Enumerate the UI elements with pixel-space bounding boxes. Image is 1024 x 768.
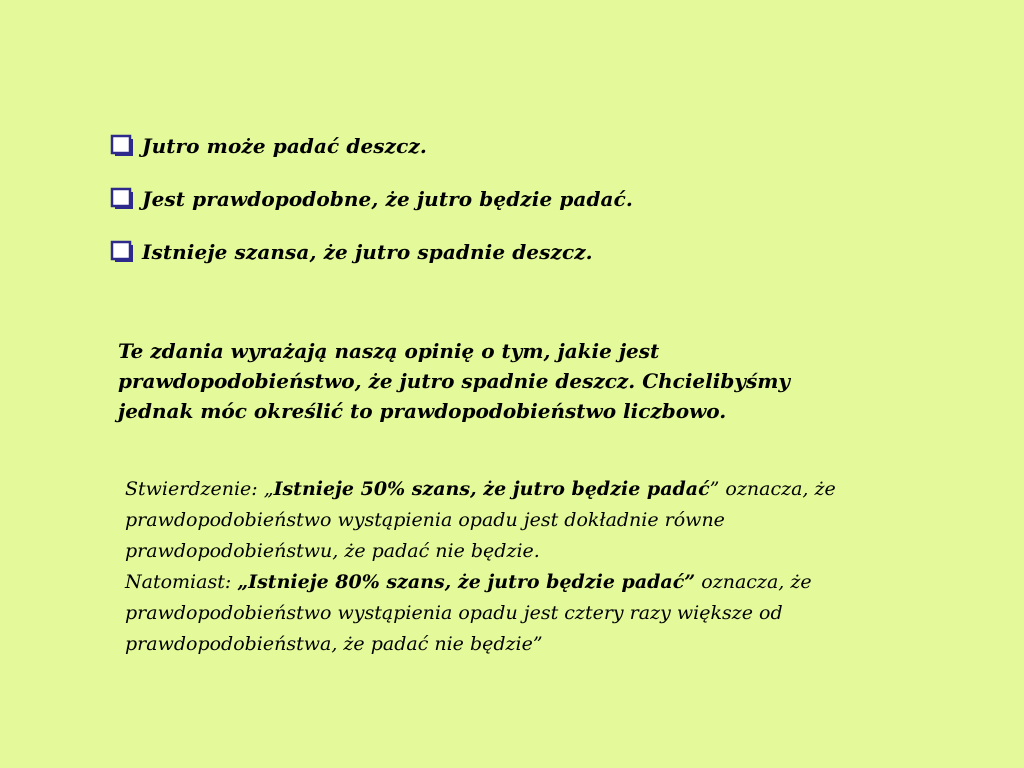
statement-2-line-3: prawdopodobieństwa, że padać nie będzie” [125,633,543,655]
statement-2-prefix: Natomiast: [125,571,238,593]
list-item [110,133,910,159]
square-bullet-icon [110,240,136,264]
list-item [110,239,910,265]
paragraph-line: Te zdania wyrażają naszą opinię o tym, jakie jest [118,339,660,363]
statement-2-line-1 [125,567,1005,598]
statement-1-bold: Istnieje 50% szans, że jutro będzie padać [273,478,710,500]
square-bullet-icon [110,134,136,158]
square-bullet-icon [110,187,136,211]
paragraph-line: jednak móc określić to prawdopodobieństwo liczbowo. [118,399,727,423]
statement-1-line-1 [125,474,1005,505]
explanation-paragraph [118,336,938,426]
bullet-list [110,133,910,292]
statement-2-suffix: oznacza, że [695,571,812,593]
list-item [110,186,910,212]
statement-1-suffix: ” oznacza, że [709,478,836,500]
bullet-text: Jutro może padać deszcz. [142,134,427,158]
statement-1-prefix: Stwierdzenie: „ [125,478,274,500]
statement-1-line-2: prawdopodobieństwo wystąpienia opadu jest dokładnie równe [125,509,725,531]
statement-1-line-3: prawdopodobieństwu, że padać nie będzie. [125,540,540,562]
statement-2-bold: „Istnieje 80% szans, że jutro będzie padać” [237,571,696,593]
statement-2-line-2: prawdopodobieństwo wystąpienia opadu jest cztery razy większe od [125,602,783,624]
statements-block [125,474,1005,660]
bullet-text: Istnieje szansa, że jutro spadnie deszcz. [142,240,593,264]
paragraph-line: prawdopodobieństwo, że jutro spadnie deszcz. Chcielibyśmy [118,369,791,393]
bullet-text: Jest prawdopodobne, że jutro będzie padać. [142,187,633,211]
